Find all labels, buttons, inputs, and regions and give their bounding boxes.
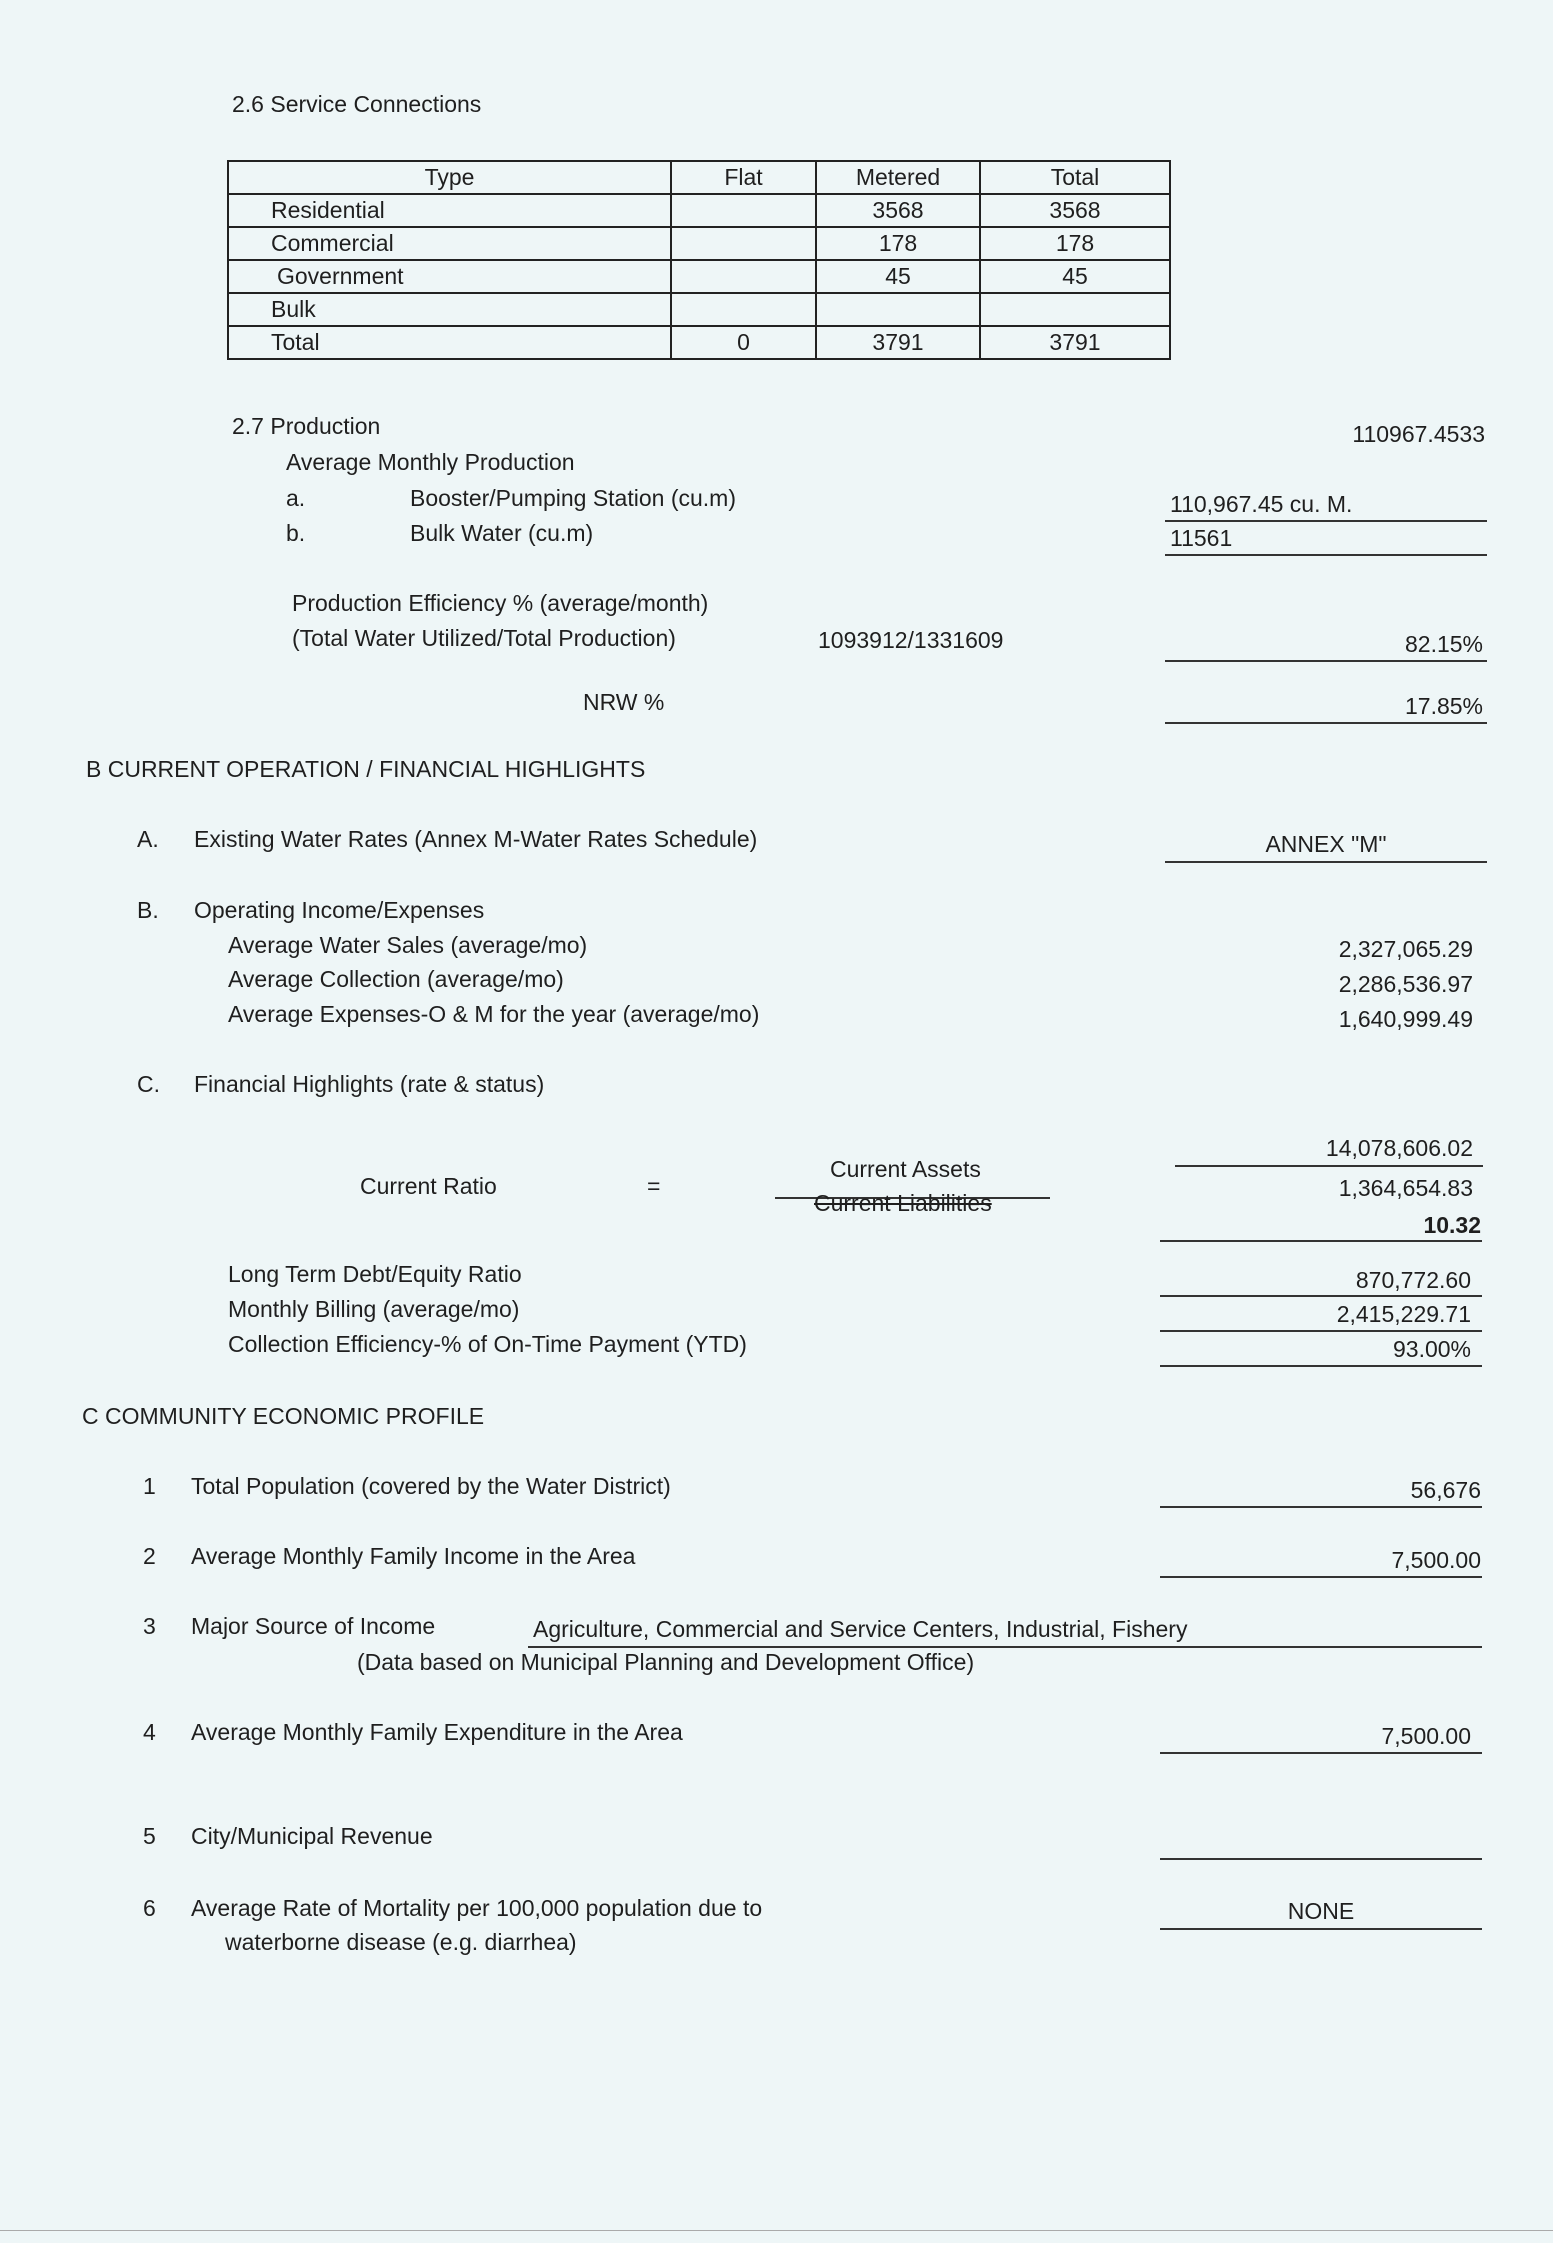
underline xyxy=(1160,1858,1482,1860)
debt-equity-label: Long Term Debt/Equity Ratio xyxy=(228,1261,522,1287)
row-flat: 0 xyxy=(671,326,816,359)
row-flat xyxy=(671,260,816,293)
underline xyxy=(1165,722,1487,724)
efficiency-label-2: (Total Water Utilized/Total Production) xyxy=(292,625,676,651)
collection-label: Average Collection (average/mo) xyxy=(228,966,564,992)
current-assets-value: 14,078,606.02 xyxy=(1325,1135,1473,1161)
table-row-total xyxy=(228,326,1170,359)
underline xyxy=(1160,1365,1482,1367)
row-total xyxy=(980,293,1170,326)
item-number: 3 xyxy=(143,1613,156,1639)
population-label: Total Population (covered by the Water District) xyxy=(191,1473,671,1499)
underline xyxy=(1160,1928,1482,1930)
row-metered: 45 xyxy=(816,260,980,293)
item-a-letter: A. xyxy=(137,826,159,852)
table-row xyxy=(228,227,1170,260)
booster-label: Booster/Pumping Station (cu.m) xyxy=(410,485,736,511)
mortality-value: NONE xyxy=(1287,1898,1355,1924)
item-number: 2 xyxy=(143,1543,156,1569)
underline xyxy=(1165,861,1487,863)
table-header-row xyxy=(228,161,1170,194)
row-metered xyxy=(816,293,980,326)
row-type: Bulk xyxy=(228,293,671,326)
row-type: Residential xyxy=(228,194,671,227)
population-value: 56,676 xyxy=(1410,1477,1481,1503)
collection-efficiency-label: Collection Efficiency-% of On-Time Payment (YTD) xyxy=(228,1331,747,1357)
row-type: Commercial xyxy=(228,227,671,260)
underline xyxy=(1160,1576,1482,1578)
item-number: 5 xyxy=(143,1823,156,1849)
collection-efficiency-value: 93.00% xyxy=(1392,1336,1471,1362)
current-liabilities-value: 1,364,654.83 xyxy=(1338,1175,1473,1201)
row-flat xyxy=(671,293,816,326)
income-source-label: Major Source of Income xyxy=(191,1613,436,1639)
item-c-letter: C. xyxy=(137,1071,160,1097)
water-rates-label: Existing Water Rates (Annex M-Water Rates Schedule) xyxy=(194,826,758,852)
bulk-label: Bulk Water (cu.m) xyxy=(410,520,594,546)
family-expenditure-label: Average Monthly Family Expenditure in the Area xyxy=(191,1719,683,1745)
section-b-title: B CURRENT OPERATION / FINANCIAL HIGHLIGHTS xyxy=(86,756,646,782)
underline xyxy=(1160,1240,1482,1242)
nrw-value: 17.85% xyxy=(1404,693,1483,719)
row-metered: 3568 xyxy=(816,194,980,227)
booster-value: 110,967.45 cu. M. xyxy=(1170,491,1353,517)
row-total: 178 xyxy=(980,227,1170,260)
section-c-title: C COMMUNITY ECONOMIC PROFILE xyxy=(82,1403,485,1429)
family-expenditure-value: 7,500.00 xyxy=(1381,1723,1471,1749)
current-ratio-value: 10.32 xyxy=(1423,1212,1481,1238)
underline xyxy=(1160,1506,1482,1508)
equals-sign: = xyxy=(647,1173,661,1199)
water-sales-label: Average Water Sales (average/mo) xyxy=(228,932,588,958)
water-rates-value: ANNEX "M" xyxy=(1265,831,1387,857)
operating-label: Operating Income/Expenses xyxy=(194,897,485,923)
mortality-label-2: waterborne disease (e.g. diarrhea) xyxy=(225,1929,577,1955)
family-income-label: Average Monthly Family Income in the Area xyxy=(191,1543,636,1569)
water-sales-value: 2,327,065.29 xyxy=(1338,936,1473,962)
header-metered: Metered xyxy=(816,161,980,194)
underline xyxy=(1165,554,1487,556)
service-connections-table xyxy=(227,160,1171,360)
row-flat xyxy=(671,194,816,227)
underline xyxy=(1165,660,1487,662)
mortality-label: Average Rate of Mortality per 100,000 population due to xyxy=(191,1895,763,1921)
bulk-value: 11561 xyxy=(1170,525,1233,551)
header-total: Total xyxy=(980,161,1170,194)
underline xyxy=(1160,1330,1482,1332)
row-metered: 178 xyxy=(816,227,980,260)
underline xyxy=(1165,520,1487,522)
nrw-label: NRW % xyxy=(583,689,665,715)
underline xyxy=(1175,1165,1483,1167)
efficiency-label-1: Production Efficiency % (average/month) xyxy=(292,590,709,616)
monthly-billing-value: 2,415,229.71 xyxy=(1336,1301,1471,1327)
section-2-6-title: 2.6 Service Connections xyxy=(232,91,482,117)
financial-highlights-label: Financial Highlights (rate & status) xyxy=(194,1071,545,1097)
item-number: 6 xyxy=(143,1895,156,1921)
income-source-value: Agriculture, Commercial and Service Centers, Industrial, Fishery xyxy=(533,1616,1188,1642)
item-b-letter: B. xyxy=(137,897,159,923)
row-total: 3568 xyxy=(980,194,1170,227)
collection-value: 2,286,536.97 xyxy=(1338,971,1473,997)
family-income-value: 7,500.00 xyxy=(1391,1547,1481,1573)
monthly-billing-label: Monthly Billing (average/mo) xyxy=(228,1296,520,1322)
efficiency-formula: 1093912/1331609 xyxy=(818,627,1004,653)
row-total: 45 xyxy=(980,260,1170,293)
header-flat: Flat xyxy=(671,161,816,194)
item-number: 4 xyxy=(143,1719,156,1745)
row-flat xyxy=(671,227,816,260)
production-subtitle: Average Monthly Production xyxy=(286,449,575,475)
efficiency-value: 82.15% xyxy=(1404,631,1483,657)
table-row xyxy=(228,293,1170,326)
income-source-note: (Data based on Municipal Planning and Development Office) xyxy=(357,1649,975,1675)
section-2-7-title: 2.7 Production xyxy=(232,413,381,439)
item-number: 1 xyxy=(143,1473,156,1499)
current-assets-label: Current Assets xyxy=(830,1156,981,1182)
debt-equity-value: 870,772.60 xyxy=(1355,1267,1471,1293)
expenses-value: 1,640,999.49 xyxy=(1338,1006,1473,1032)
current-ratio-label: Current Ratio xyxy=(360,1173,497,1199)
item-b-letter: b. xyxy=(286,520,306,546)
current-liabilities-label: Current Liabilities xyxy=(814,1190,992,1216)
table-row xyxy=(228,194,1170,227)
table-row xyxy=(228,260,1170,293)
row-type: Government xyxy=(228,260,671,293)
production-top-value: 110967.4533 xyxy=(1352,421,1485,447)
row-type: Total xyxy=(228,326,671,359)
header-type: Type xyxy=(228,161,671,194)
row-metered: 3791 xyxy=(816,326,980,359)
municipal-revenue-label: City/Municipal Revenue xyxy=(191,1823,433,1849)
expenses-label: Average Expenses-O & M for the year (average/mo) xyxy=(228,1001,760,1027)
page-edge-divider xyxy=(0,2230,1553,2231)
row-total: 3791 xyxy=(980,326,1170,359)
underline xyxy=(1160,1295,1482,1297)
underline xyxy=(1160,1752,1482,1754)
item-a-letter: a. xyxy=(286,485,306,511)
